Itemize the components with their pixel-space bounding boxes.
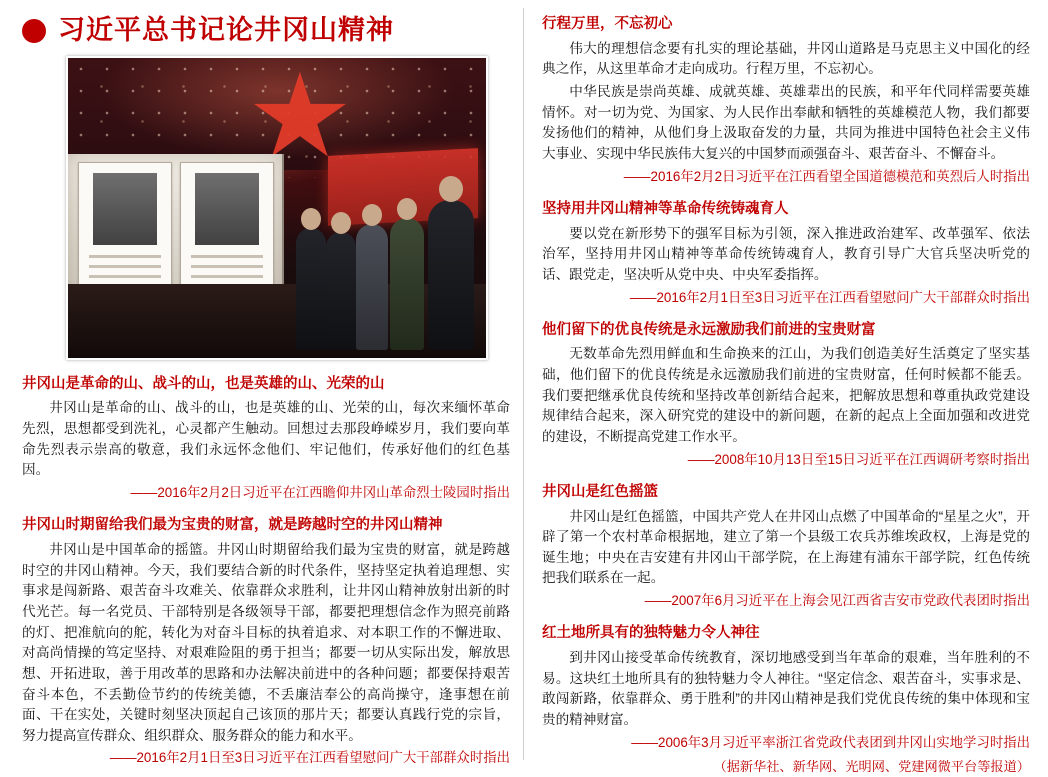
section-attribution: ——2016年2月2日习近平在江西瞻仰井冈山革命烈士陵园时指出: [130, 485, 510, 501]
section-body: 井冈山是中国革命的摇篮。井冈山时期留给我们最为宝贵的财富，就是跨越时空的井冈山精神。今天，我们要结合新的时代条件，坚持坚定执着追理想、实事求是闯新路、艰苦奋斗攻难关、依靠群众求胜利，让井冈山精神放射出新的时代光芒。每一名党员、干部特别是各级领导干部，都要把理想信念作为照亮前路的灯、把准航向的舵，转化为对奋斗目标的执着追求、对本职工作的不懈进取、对高尚情操的笃定坚持、对艰难险阻的勇于担当；都要一切从实际出发，解放思想、开拓进取，善于用改革的思路和办法解决前进中的各种问题；都要保持艰苦奋斗本色，不丢勤俭节约的传统美德，不丢廉洁奉公的高尚操守，逢事想在前面、干在实处，关键时刻坚决顶起自己该顶的那片天；都要认真践行党的宗旨，努力提高宣传群众、组织群众、服务群众的能力和水平。: [22, 541, 510, 743]
photo-person: [390, 218, 424, 350]
section-heading: 井冈山是红色摇篮: [542, 483, 658, 500]
photo-panel-line: [191, 275, 263, 278]
photo-panel-line: [89, 265, 161, 268]
section-attribution: ——2007年6月习近平在上海会见江西省吉安市党政代表团时指出: [644, 593, 1030, 609]
section-heading: 他们留下的优良传统是永远激励我们前进的宝贵财富: [542, 321, 876, 338]
right-column: [524, 0, 1048, 774]
photo-frame: [66, 56, 488, 360]
section-heading: 井冈山是革命的山、战斗的山，也是英雄的山、光荣的山: [22, 375, 385, 392]
section-body: 要以党在新形势下的强军目标为引领，深入推进政治建军、改革强军、依法治军，坚持用井冈山精神等革命传统铸魂育人，教育引导广大官兵坚决听党的话、跟党走，坚决听从党中央、中央军委指挥。: [542, 225, 1030, 282]
photo-person: [296, 228, 326, 350]
red-dot-icon: [22, 19, 46, 43]
photo-exhibit-panel: [78, 162, 172, 296]
photo-panel-line: [89, 275, 161, 278]
section-heading: 行程万里，不忘初心: [542, 16, 673, 32]
page-title: [22, 16, 510, 46]
section-body: 伟大的理想信念要有扎实的理论基础，井冈山道路是马克思主义中国化的经典之作，从这里革命才走向成功。行程万里，不忘初心。: [542, 40, 1030, 77]
page-title-text: 习近平总书记论井冈山精神: [58, 15, 394, 45]
section-attribution: ——2016年2月1日至3日习近平在江西看望慰问广大干部群众时指出: [109, 750, 510, 766]
left-column: [0, 0, 524, 768]
section-heading: 井冈山时期留给我们最为宝贵的财富，就是跨越时空的井冈山精神: [22, 517, 443, 534]
section-body: 无数革命先烈用鲜血和生命换来的江山，为我们创造美好生活奠定了坚实基础，他们留下的优良传统是永远激励我们前进的宝贵财富，任何时候都不能丢。我们要把继承优良传统和坚持改革创新结合起来，把解放思想和尊重执政党建设规律结合起来，深入研究党的建设中的新问题，在新的起点上全面加强和改进党的建设，不断提高党建工作水平。: [542, 346, 1030, 444]
section-heading: 坚持用井冈山精神等革命传统铸魂育人: [542, 200, 789, 217]
section-body: 到井冈山接受革命传统教育，深切地感受到当年革命的艰难，当年胜利的不易。这块红土地所具有的独特魅力令人神往。“坚定信念、艰苦奋斗，实事求是、敢闯新路，依靠群众、勇于胜利”的井冈山精神是我们党优良传统的集中体现和宝贵的精神财富。: [542, 650, 1030, 727]
photo-person: [326, 232, 356, 350]
section-body: 井冈山是革命的山、战斗的山，也是英雄的山、光荣的山，每次来缅怀革命先烈，思想都受到洗礼，心灵都产生触动。回想过去那段峥嵘岁月，我们要向革命先烈表示崇高的敬意，我们永远怀念他们、牢记他们，传承好他们的红色基因。: [22, 400, 510, 478]
photo-panel-line: [89, 255, 161, 258]
section-attribution: ——2016年2月2日习近平在江西看望全国道德模范和英烈后人时指出: [623, 168, 1030, 184]
photo-person: [356, 224, 388, 350]
section-heading: 红土地所具有的独特魅力令人神往: [542, 625, 760, 642]
photo-person-main: [428, 200, 474, 350]
photo-panel-line: [191, 265, 263, 268]
photo-exhibit-panel: [180, 162, 274, 296]
section-attribution: ——2008年10月13日至15日习近平在江西调研考察时指出: [687, 451, 1030, 467]
photo-image: [68, 58, 486, 358]
source-note: （据新华社、新华网、光明网、党建网微平台等报道）: [713, 758, 1030, 774]
section-attribution: ——2016年2月1日至3日习近平在江西看望慰问广大干部群众时指出: [629, 289, 1030, 305]
section-body: 井冈山是红色摇篮，中国共产党人在井冈山点燃了中国革命的“星星之火”，开辟了第一个农村革命根据地，建立了第一个县级工农兵苏维埃政权，上海是党的诞生地；中央在吉安建有井冈山干部学院，在上海建有浦东干部学院，红色传统把我们联系在一起。: [542, 508, 1030, 586]
section-attribution: ——2006年3月习近平率浙江省党政代表团到井冈山实地学习时指出: [631, 734, 1030, 750]
photo-panel-line: [191, 255, 263, 258]
section-body: 中华民族是崇尚英雄、成就英雄、英雄辈出的民族，和平年代同样需要英雄情怀。对一切为党、为国家、为人民作出奉献和牺牲的英雄模范人物，我们都要发扬他们的精神，从他们身上汲取奋发的力量，共同为推进中国特色社会主义伟大事业、实现中华民族伟大复兴的中国梦而顽强奋斗、艰苦奋斗、不懈奋斗。: [542, 84, 1030, 162]
photo-portrait: [93, 173, 157, 245]
photo-portrait: [195, 173, 259, 245]
